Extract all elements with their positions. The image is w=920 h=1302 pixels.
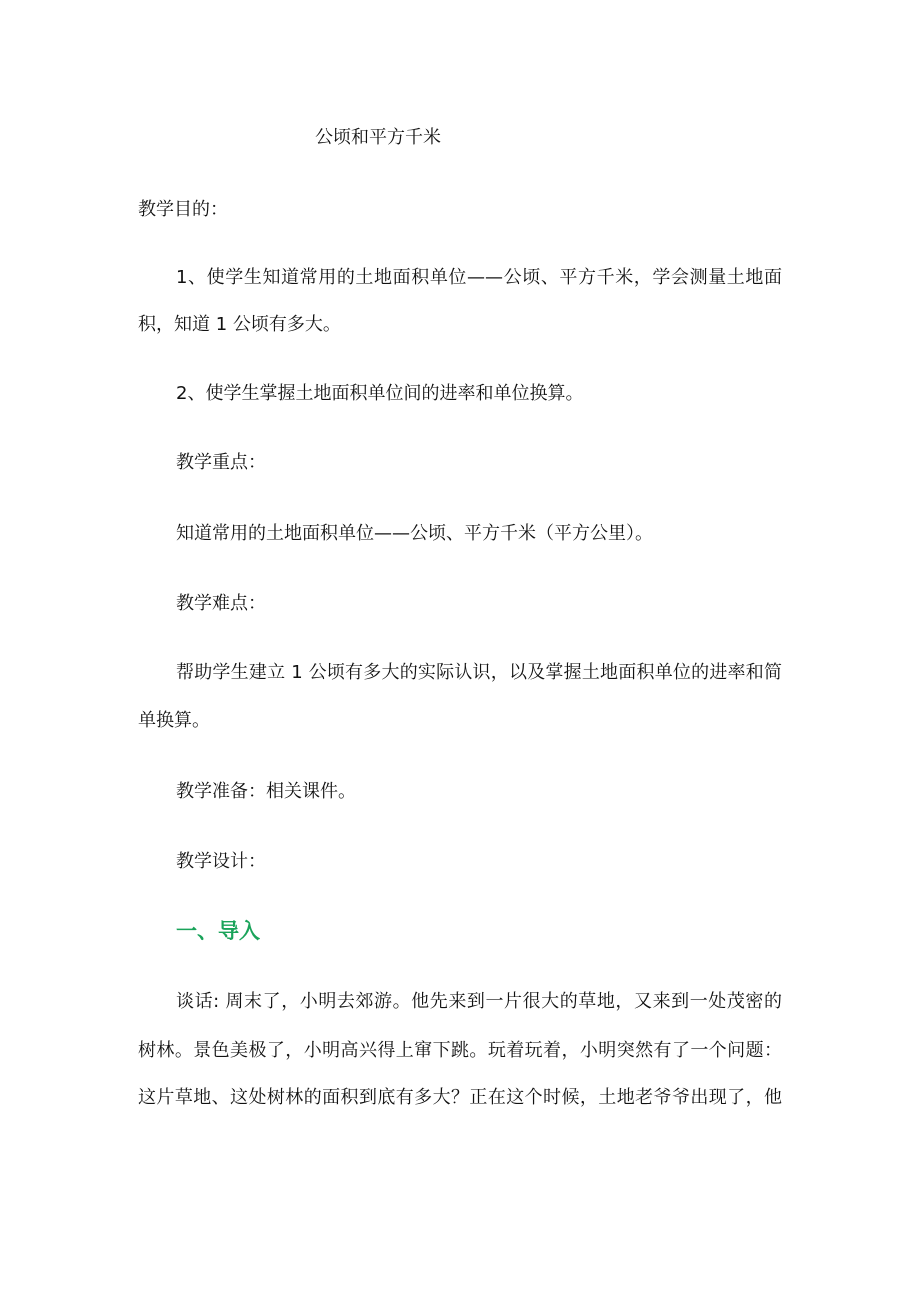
key-points-label: 教学重点： [176, 452, 266, 473]
difficulty-text-line-1: 帮助学生建立 1 公顷有多大的实际认识，以及掌握土地面积单位的进率和简 [176, 662, 782, 683]
objective-1-line-1: 1、使学生知道常用的土地面积单位——公顷、平方千米，学会测量土地面 [176, 267, 782, 288]
difficulty-label: 教学难点： [176, 593, 266, 614]
objectives-label: 教学目的： [138, 199, 228, 220]
section-1-line-3: 这片草地、这处树林的面积到底有多大？正在这个时候，土地老爷爷出现了，他 [138, 1087, 782, 1108]
difficulty-text-line-2: 单换算。 [138, 710, 210, 731]
objective-1-line-2: 积，知道 1 公顷有多大。 [138, 314, 341, 335]
key-points-text: 知道常用的土地面积单位——公顷、平方千米（平方公里）。 [176, 523, 653, 544]
section-1-heading: 一、导入 [176, 919, 260, 943]
section-1-line-1: 谈话: 周末了，小明去郊游。他先来到一片很大的草地，又来到一处茂密的 [176, 991, 782, 1012]
objective-2: 2、使学生掌握土地面积单位间的进率和单位换算。 [176, 383, 584, 404]
design-label: 教学设计： [176, 851, 266, 872]
section-1-line-2: 树林。景色美极了，小明高兴得上窜下跳。玩着玩着，小明突然有了一个问题： [138, 1040, 782, 1061]
preparation-text: 教学准备：相关课件。 [176, 781, 356, 802]
document-title: 公顷和平方千米 [315, 127, 441, 148]
